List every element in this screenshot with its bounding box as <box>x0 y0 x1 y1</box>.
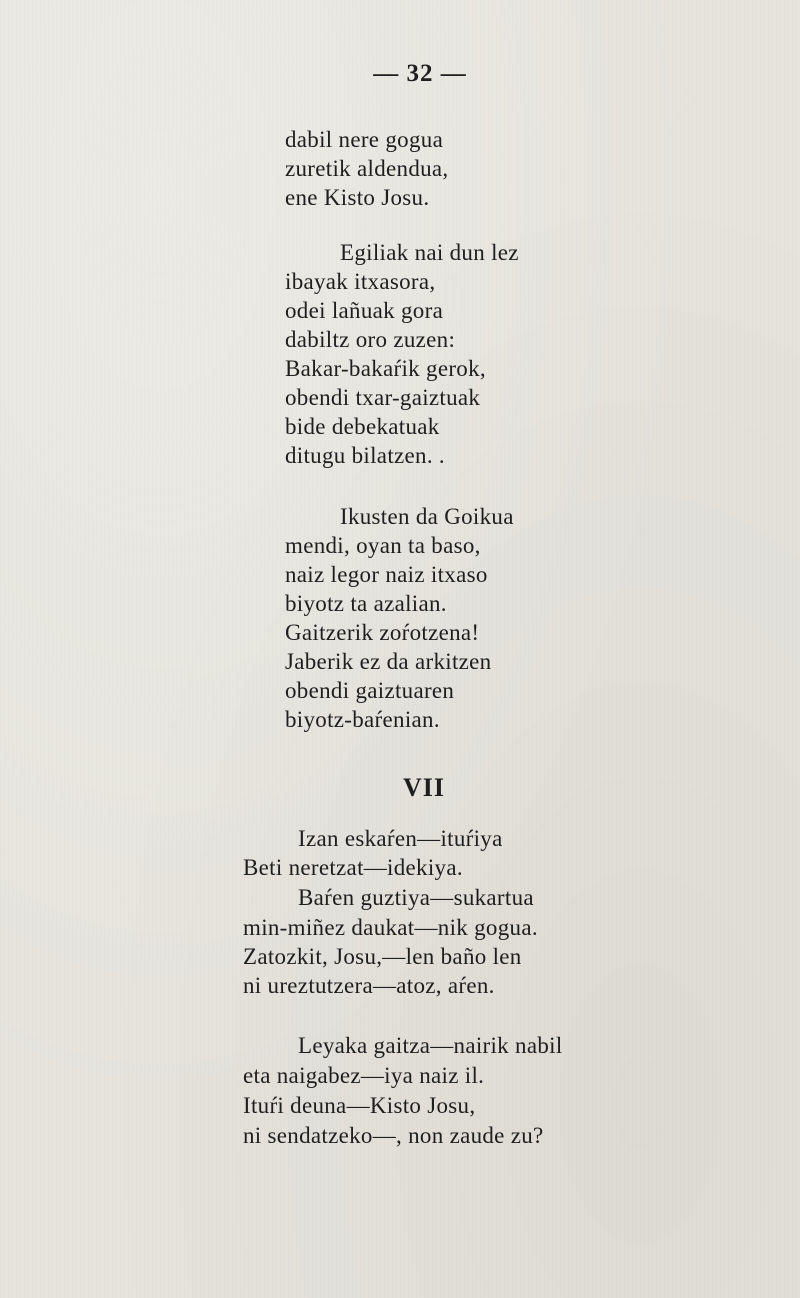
poem-line: eta naigabez—iya naiz il. <box>243 1063 485 1088</box>
section-heading: VII <box>402 773 445 802</box>
poem-line: naiz legor naiz itxaso <box>285 562 488 587</box>
poem-line: Egiliak nai dun lez <box>340 240 519 265</box>
poem-line: Bakar-bakaŕik gerok, <box>285 356 486 381</box>
poem-line: Izan eskaŕen—ituŕiya <box>298 826 503 851</box>
poem-line: Ikusten da Goikua <box>340 504 514 529</box>
poem-line: Gaitzerik zoŕotzena! <box>285 620 480 645</box>
poem-line: Beti neretzat—idekiya. <box>243 855 463 880</box>
poem-line: ni sendatzeko—, non zaude zu? <box>243 1123 544 1148</box>
poem-line: dabil nere gogua <box>285 127 444 152</box>
poem-line: Jaberik ez da arkitzen <box>285 649 492 674</box>
poem-line: min-miñez daukat—nik gogua. <box>243 915 538 940</box>
poem-line: biyotz ta azalian. <box>285 591 447 616</box>
poem-line: obendi txar-gaiztuak <box>285 385 481 410</box>
page-number: — 32 — <box>373 60 467 87</box>
poem-line: odei lañuak gora <box>285 298 444 323</box>
poem-line: Zatozkit, Josu,—len baño len <box>243 944 522 969</box>
poem-line: ibayak itxasora, <box>285 269 436 294</box>
poem-line: bide debekatuak <box>285 414 440 439</box>
poem-line: ene Kisto Josu. <box>285 185 430 210</box>
poem-line: dabiltz oro zuzen: <box>285 327 456 352</box>
poem-line: biyotz-baŕenian. <box>285 707 440 732</box>
poem-line: obendi gaiztuaren <box>285 678 455 703</box>
poem-line: zuretik aldendua, <box>285 156 449 181</box>
poem-line: Ituŕi deuna—Kisto Josu, <box>243 1093 476 1118</box>
poem-line: Baŕen guztiya—sukartua <box>298 885 534 910</box>
poem-line: mendi, oyan ta baso, <box>285 533 481 558</box>
poem-line: ni ureztutzera—atoz, aŕen. <box>243 973 495 998</box>
poem-line: ditugu bilatzen. . <box>285 443 445 468</box>
poem-line: Leyaka gaitza—nairik nabil <box>298 1033 563 1058</box>
